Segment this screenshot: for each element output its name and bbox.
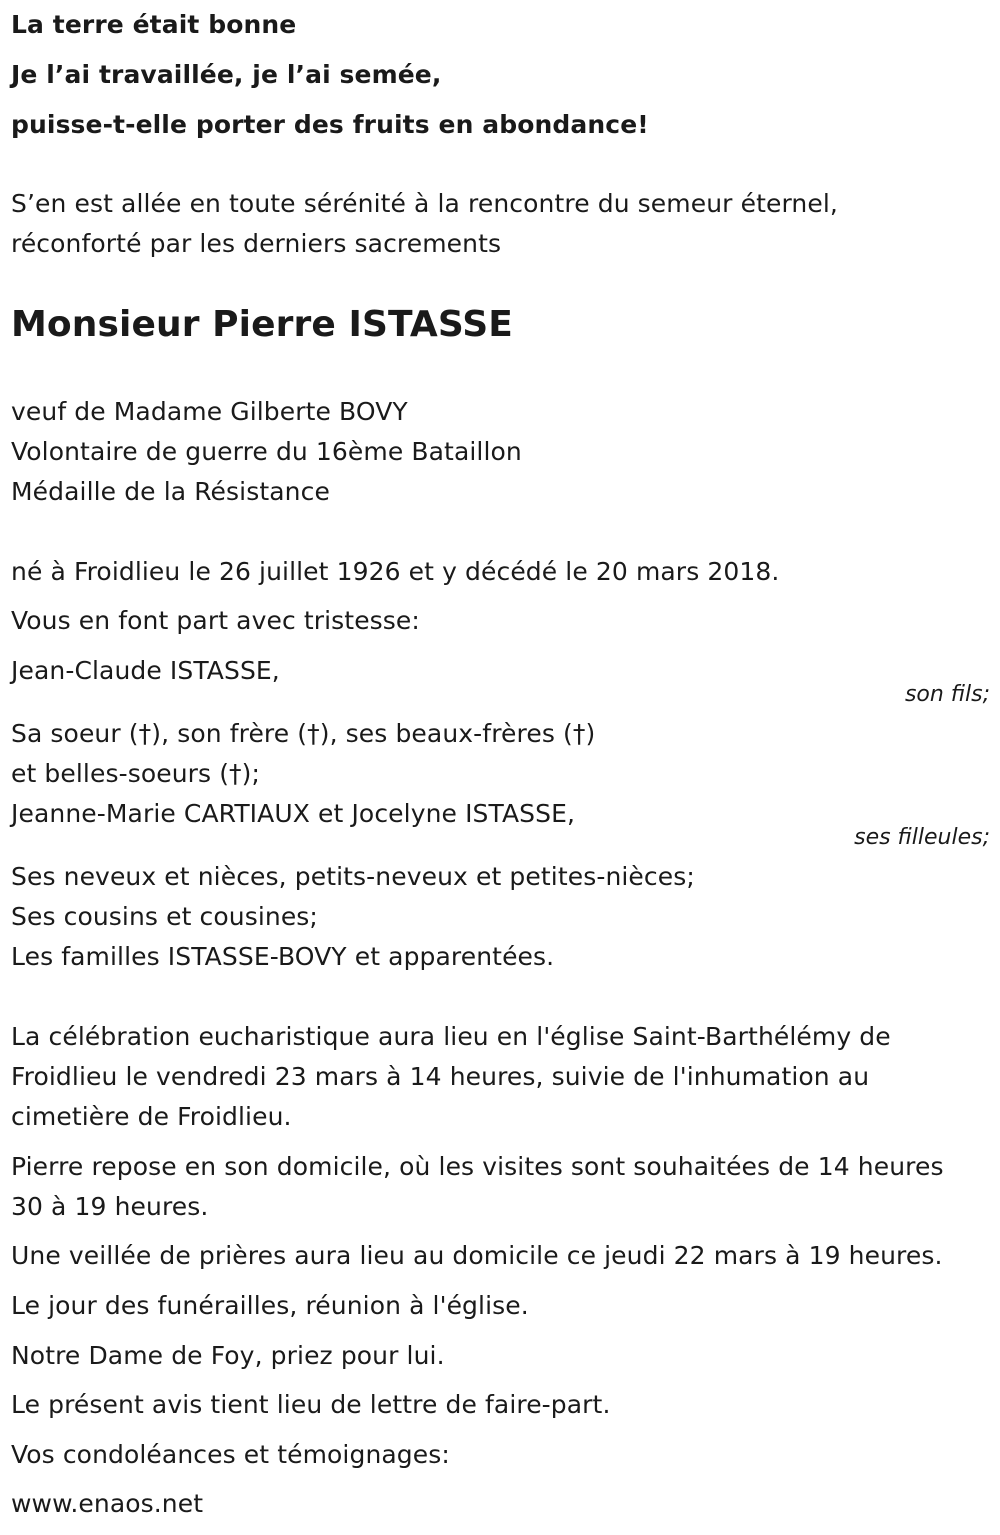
widow-line: veuf de Madame Gilberte BOVY bbox=[11, 397, 408, 426]
intro-line-2: réconforté par les derniers sacrements bbox=[11, 229, 502, 258]
notice-line: Le présent avis tient lieu de lettre de faire-part. bbox=[11, 1390, 611, 1419]
families-line: Les familles ISTASSE-BOVY et apparentées. bbox=[11, 942, 555, 971]
birth-death-line: né à Froidlieu le 26 juillet 1926 et y décédé le 20 mars 2018. bbox=[11, 557, 780, 586]
siblings-line-2: et belles-soeurs (†); bbox=[11, 759, 261, 788]
nephews-line: Ses neveux et nièces, petits-neveux et petites-nièces; bbox=[11, 862, 695, 891]
medal-line: Médaille de la Résistance bbox=[11, 477, 330, 506]
poem-line-2: Je l’ai travaillée, je l’ai semée, bbox=[11, 60, 442, 89]
volunteer-line: Volontaire de guerre du 16ème Bataillon bbox=[11, 437, 522, 466]
condolences-line: Vos condoléances et témoignages: bbox=[11, 1440, 450, 1469]
poem-line-3: puisse-t-elle porter des fruits en abondance! bbox=[11, 110, 649, 139]
son-name: Jean-Claude ISTASSE, bbox=[11, 656, 280, 685]
website-link[interactable]: www.enaos.net bbox=[11, 1489, 204, 1518]
son-relation: son fils; bbox=[904, 682, 990, 707]
goddaughters-relation: ses filleules; bbox=[854, 825, 990, 850]
celebration-line-1: La célébration eucharistique aura lieu en l'église Saint-Barthélémy de bbox=[11, 1022, 891, 1051]
siblings-line-1: Sa soeur (†), son frère (†), ses beaux-frères (†) bbox=[11, 719, 596, 748]
goddaughters-names: Jeanne-Marie CARTIAUX et Jocelyne ISTASSE, bbox=[11, 799, 576, 828]
vigil-line: Une veillée de prières aura lieu au domicile ce jeudi 22 mars à 19 heures. bbox=[11, 1241, 943, 1270]
poem-line-1: La terre était bonne bbox=[11, 10, 297, 39]
deceased-name: Monsieur Pierre ISTASSE bbox=[11, 304, 513, 345]
celebration-line-2: Froidlieu le vendredi 23 mars à 14 heures, suivie de l'inhumation au bbox=[11, 1062, 870, 1091]
prayer-line: Notre Dame de Foy, priez pour lui. bbox=[11, 1341, 445, 1370]
intro-line-1: S’en est allée en toute sérénité à la rencontre du semeur éternel, bbox=[11, 189, 838, 218]
funeral-day-line: Le jour des funérailles, réunion à l'église. bbox=[11, 1291, 529, 1320]
celebration-line-3: cimetière de Froidlieu. bbox=[11, 1102, 292, 1131]
rest-line-2: 30 à 19 heures. bbox=[11, 1192, 209, 1221]
rest-line-1: Pierre repose en son domicile, où les visites sont souhaitées de 14 heures bbox=[11, 1152, 944, 1181]
family-intro: Vous en font part avec tristesse: bbox=[11, 606, 420, 635]
cousins-line: Ses cousins et cousines; bbox=[11, 902, 318, 931]
